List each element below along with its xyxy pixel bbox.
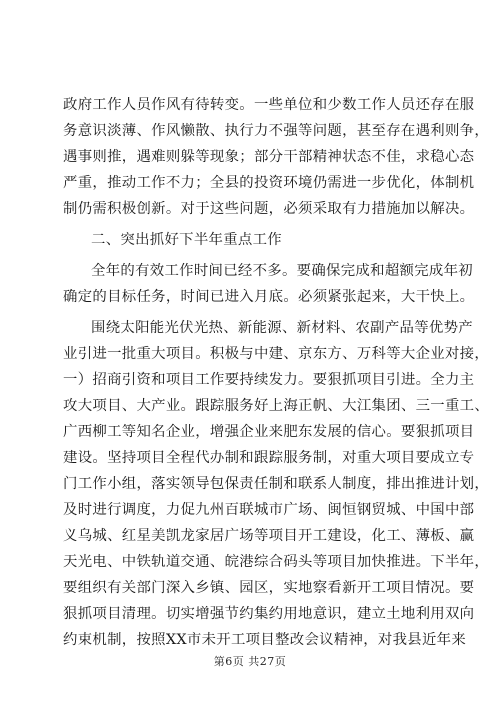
section-heading: 二、突出抓好下半年重点工作 — [91, 232, 282, 248]
text-line: 狠抓项目清理。切实增强节约集约用地意识，建立土地利用双向 — [63, 606, 475, 622]
text-line: 严重，推动工作不力；全县的投资环境仍需进一步优化，体制机 — [63, 175, 475, 191]
page-number-footer: 第6页 共27页 — [213, 655, 287, 668]
text-line: 政府工作人员作风有待转变。一些单位和少数工作人员还存在服 — [63, 97, 475, 113]
text-line: 务意识淡薄、作风懒散、执行力不强等问题，甚至存在遇利则争， — [63, 123, 490, 139]
text-line: 攻大项目、大产业。跟踪服务好上海正帆、大江集团、三一重工、 — [63, 398, 490, 414]
text-line: 建设。坚持项目全程代办制和跟踪服务制，对重大项目要成立专 — [63, 450, 475, 466]
text-line: 一）招商引资和项目工作要持续发力。要狠抓项目引进。全力主 — [63, 372, 475, 388]
text-line: 制仍需积极创新。对于这些问题，必须采取有力措施加以解决。 — [63, 201, 475, 217]
document-body — [63, 92, 490, 653]
text-line: 广西柳工等知名企业，增强企业来肥东发展的信心。要狠抓项目 — [63, 424, 475, 440]
text-line: 约束机制，按照XX市未开工项目整改会议精神，对我县近年来 — [63, 632, 467, 648]
text-line: 天光电、中铁轨道交通、皖港综合码头等项目加快推进。下半年， — [63, 554, 490, 570]
text-line: 围绕太阳能光伏光热、新能源、新材料、农副产品等优势产 — [91, 320, 473, 336]
text-line: 及时进行调度，力促九州百联城市广场、闽恒钢贸城、中国中部 — [63, 502, 475, 518]
text-line: 业引进一批重大项目。积极与中建、京东方、万科等大企业对接， — [63, 346, 490, 362]
text-line: 遇事则推，遇难则躲等现象；部分干部精神状态不佳，求稳心态 — [63, 149, 475, 165]
text-line: 义乌城、红星美凯龙家居广场等项目开工建设，化工、薄板、赢 — [63, 528, 475, 544]
text-line: 门工作小组，落实领导包保责任制和联系人制度，排出推进计划， — [63, 476, 490, 492]
text-line: 全年的有效工作时间已经不多。要确保完成和超额完成年初 — [91, 263, 473, 279]
text-line: 确定的目标任务，时间已进入月底。必须紧张起来，大干快上。 — [63, 289, 475, 305]
text-line: 要组织有关部门深入乡镇、园区，实地察看新开工项目情况。要 — [63, 580, 475, 596]
